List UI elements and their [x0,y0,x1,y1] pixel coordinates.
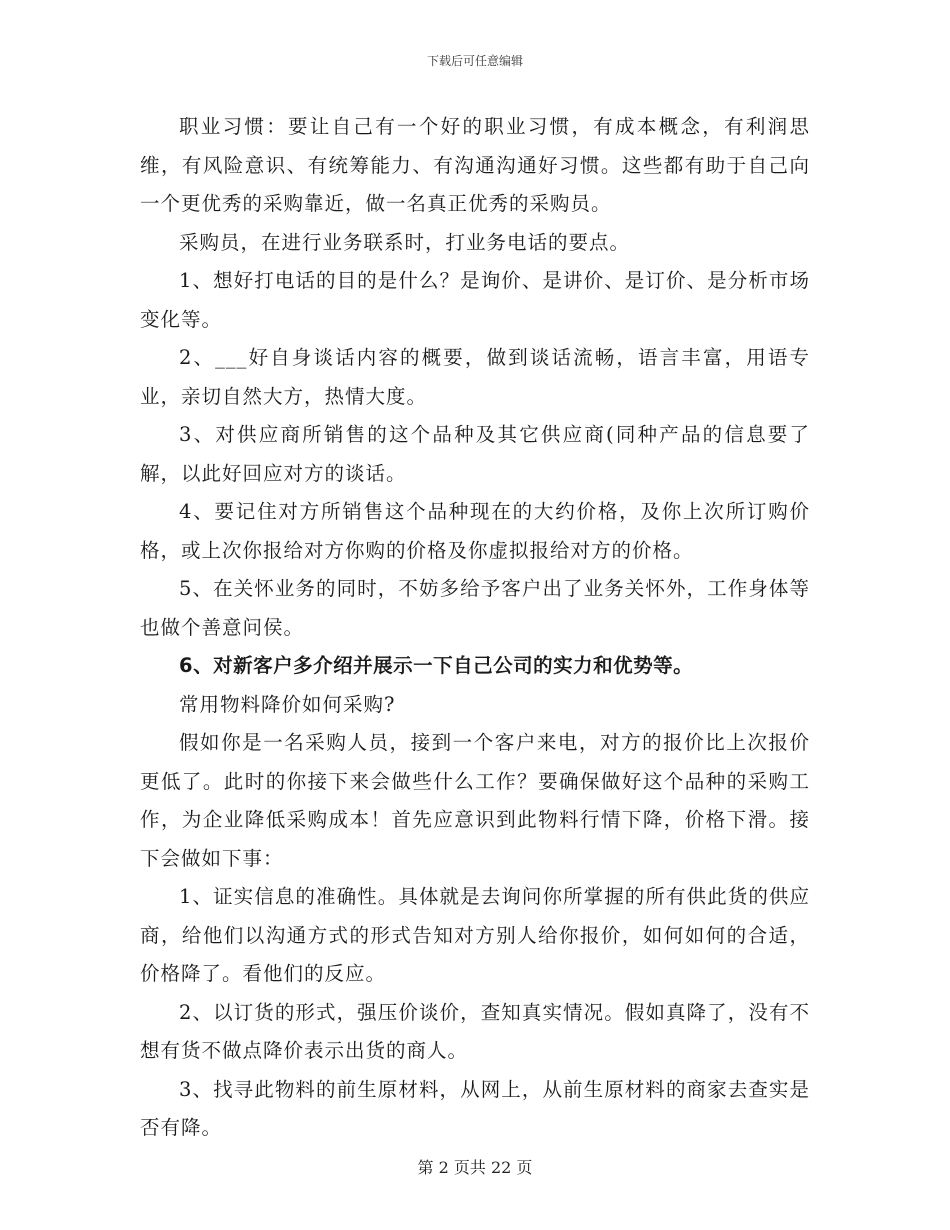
page-header: 下载后可任意编辑 [426,54,523,68]
paragraph-2: 采购员，在进行业务联系时，打业务电话的要点。 [179,230,631,254]
paragraph-4: 2、___好自身谈话内容的概要，做到谈话流畅，语言丰富，用语专业，亲切自然大方，热情大度。 [140,346,810,408]
paragraph-7: 5、在关怀业务的同时，不妨多给予客户出了业务关怀外，工作身体等也做个善意问侯。 [140,577,810,639]
paragraph-8-bold: 6、对新客户多介绍并展示一下自己公司的实力和优势等。 [179,654,694,677]
paragraph-13: 3、找寻此物料的前生原材料，从网上，从前生原材料的商家去查实是否有降。 [140,1077,810,1139]
page-footer: 第 2 页共 22 页 [417,1158,533,1177]
paragraph-3: 1、想好打电话的目的是什么？是询价、是讲价、是订价、是分析市场变化等。 [140,269,810,331]
document-body [140,108,810,1148]
paragraph-1: 职业习惯：要让自己有一个好的职业习惯，有成本概念，有利润思维，有风险意识、有统筹能力、有沟通沟通好习惯。这些都有助于自己向一个更优秀的采购靠近，做一名真正优秀的采购员。 [140,115,810,215]
paragraph-9: 常用物料降价如何采购? [179,692,396,716]
paragraph-5: 3、对供应商所销售的这个品种及其它供应商(同种产品的信息要了解，以此好回应对方的谈话。 [140,423,810,485]
paragraph-6: 4、要记住对方所销售这个品种现在的大约价格，及你上次所订购价格，或上次你报给对方你购的价格及你虚拟报给对方的价格。 [140,500,810,562]
paragraph-10: 假如你是一名采购人员，接到一个客户来电，对方的报价比上次报价更低了。此时的你接下来会做些什么工作？要确保做好这个品种的采购工作，为企业降低采购成本！首先应意识到此物料行情下降，价格下滑。接下会做如下事： [140,731,810,870]
paragraph-12: 2、以订货的形式，强压价谈价，查知真实情况。假如真降了，没有不想有货不做点降价表示出货的商人。 [140,1000,810,1062]
paragraph-11: 1、证实信息的准确性。具体就是去询问你所掌握的所有供此货的供应商，给他们以沟通方式的形式告知对方别人给你报价，如何如何的合适，价格降了。看他们的反应。 [140,885,810,985]
